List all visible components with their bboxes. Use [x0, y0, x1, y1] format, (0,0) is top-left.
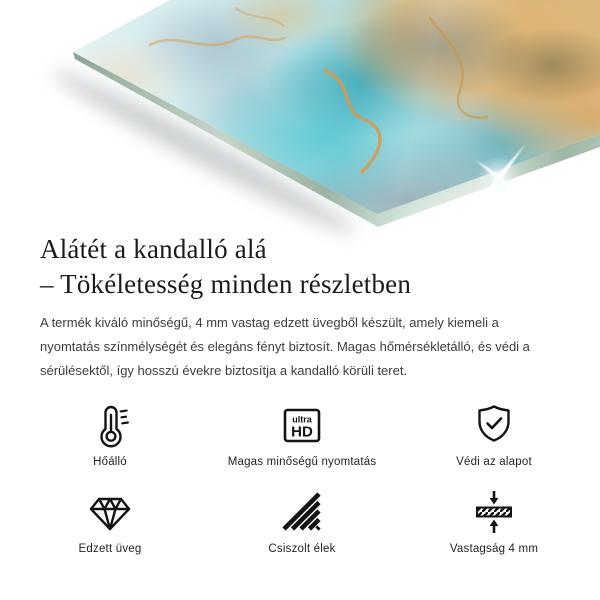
feature-item-ultra-hd-print: [206, 401, 398, 468]
thickness-icon: [470, 488, 518, 536]
feature-item-thickness-4mm: [398, 488, 590, 555]
thermometer-icon: [86, 401, 134, 449]
shield-check-icon: [470, 401, 518, 449]
product-photo: [0, 0, 600, 232]
feature-label: Edzett üveg: [78, 543, 142, 555]
feature-label: Hőálló: [93, 456, 127, 468]
feature-item-tempered-glass: [14, 488, 206, 555]
feature-item-protects-base: [398, 401, 590, 468]
feature-item-heat-resistant: [14, 401, 206, 468]
features-grid: [14, 401, 590, 555]
section-title-line1: Alátét a kandalló alá: [40, 234, 267, 264]
feature-item-polished-edges: [206, 488, 398, 555]
sparkle-highlight: [449, 127, 553, 231]
section-title-line2: – Tökéletesség minden részletben: [40, 269, 412, 299]
ultra-hd-badge-bottom: HD: [291, 423, 313, 441]
feature-label: Csiszolt élek: [268, 543, 336, 555]
section-title: [40, 232, 411, 302]
polished-edges-icon: [278, 488, 326, 536]
feature-label: Magas minőségű nyomtatás: [227, 456, 377, 468]
product-description: A termék kiváló minőségű, 4 mm vastag edzett üvegből készült, amely kiemeli a nyomtatás színmélységét és elegáns fényt biztosít. Magas hőmérsékletálló, és védi a sérülésektől, így hosszú évekre biztosítja a kandalló körüli teret.: [40, 315, 530, 378]
feature-label: Védi az alapot: [456, 456, 532, 468]
ultra-hd-icon: [278, 401, 326, 449]
diamond-icon: [86, 488, 134, 536]
feature-label: Vastagság 4 mm: [449, 543, 539, 555]
ultra-hd-badge-top: ultra: [292, 414, 312, 425]
